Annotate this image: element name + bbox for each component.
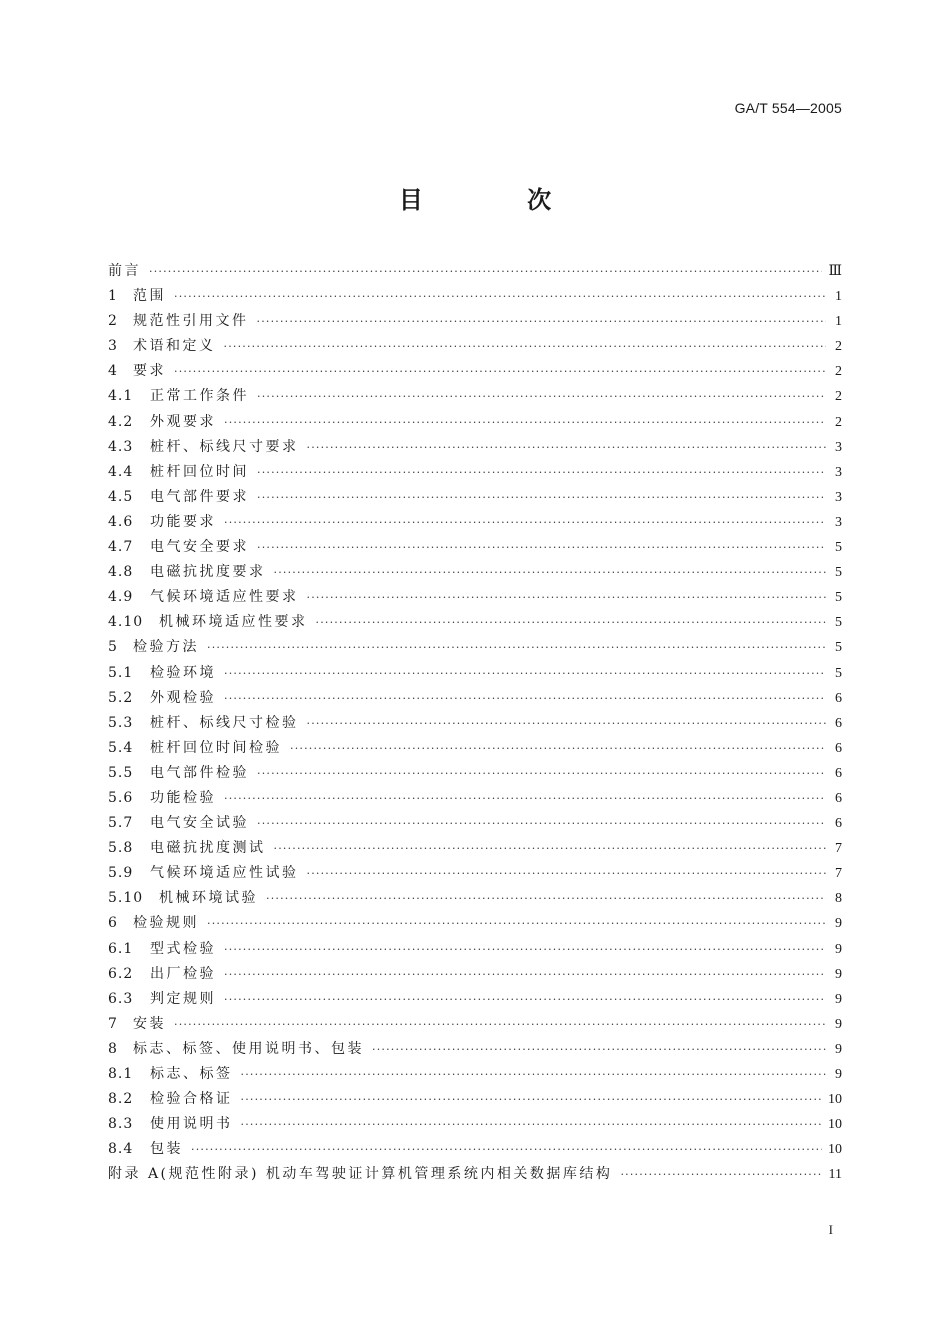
toc-entry-page: 6: [835, 790, 842, 806]
toc-entry[interactable]: [108, 1037, 842, 1062]
table-of-contents: [108, 259, 842, 1187]
toc-entry-number: 4.1: [108, 388, 134, 405]
toc-entry-title: 范围: [133, 288, 166, 305]
toc-entry-number: 8.3: [108, 1116, 134, 1133]
toc-entry[interactable]: [108, 485, 842, 510]
toc-leader-dots: [224, 962, 826, 987]
toc-entry-title: 判定规则: [150, 990, 216, 1007]
toc-entry-page: 10: [828, 1092, 842, 1108]
toc-leader-dots: [274, 836, 827, 861]
toc-entry-title: 电磁抗扰度要求: [150, 564, 266, 581]
toc-entry-title: 检验环境: [150, 664, 216, 681]
toc-entry-page: 8: [835, 891, 842, 907]
toc-entry[interactable]: [108, 686, 842, 711]
toc-entry-title: 电气部件要求: [150, 488, 249, 505]
toc-entry[interactable]: [108, 560, 842, 585]
toc-entry-page: 9: [835, 1041, 842, 1057]
toc-entry-title: 电气安全要求: [150, 539, 249, 556]
toc-leader-dots: [257, 485, 826, 510]
toc-entry-number: 5.2: [108, 689, 134, 706]
toc-entry[interactable]: [108, 585, 842, 610]
toc-entry-page: 5: [835, 590, 842, 606]
toc-entry-title: 标志、标签: [150, 1066, 233, 1082]
toc-leader-dots: [224, 334, 827, 359]
toc-entry-page: 7: [835, 841, 842, 857]
toc-leader-dots: [274, 560, 827, 585]
toc-entry-number: 6.1: [108, 940, 134, 957]
toc-entry[interactable]: [108, 811, 842, 836]
toc-leader-dots: [257, 384, 826, 409]
toc-leader-dots: [241, 1087, 823, 1112]
toc-entry[interactable]: [108, 610, 842, 635]
toc-entry-page: 9: [835, 941, 842, 957]
toc-leader-dots: [307, 585, 827, 610]
toc-entry[interactable]: [108, 711, 842, 736]
toc-entry-number: 6.3: [108, 990, 134, 1007]
standard-code: GA/T 554—2005: [734, 100, 842, 116]
toc-entry-title: 包装: [150, 1141, 183, 1158]
toc-entry-title: 机械环境试验: [159, 890, 258, 907]
toc-entry[interactable]: [108, 736, 842, 761]
toc-entry-title: 检验方法: [133, 639, 199, 656]
toc-entry[interactable]: [108, 661, 842, 686]
toc-entry-title: 机械环境适应性要求: [159, 614, 308, 631]
toc-leader-dots: [174, 1012, 826, 1037]
toc-leader-dots: [224, 510, 826, 535]
toc-leader-dots: [257, 535, 826, 560]
toc-entry-page: 1: [835, 314, 842, 330]
toc-entry-page: 11: [828, 1167, 842, 1183]
toc-entry[interactable]: [108, 886, 842, 911]
toc-entry-title: 外观检验: [150, 689, 216, 706]
toc-entry-page: 7: [835, 866, 842, 882]
toc-entry-number: 5: [108, 639, 118, 656]
toc-leader-dots: [316, 610, 827, 635]
toc-entry-number: 4.2: [108, 413, 134, 430]
toc-entry-number: 4.6: [108, 513, 134, 530]
toc-entry-number: 7: [108, 1015, 118, 1032]
toc-entry-page: 6: [835, 715, 842, 731]
toc-entry-page: 2: [835, 339, 842, 355]
toc-entry-number: 4.8: [108, 564, 134, 581]
toc-entry-page: 9: [835, 1067, 842, 1082]
toc-entry[interactable]: [108, 384, 842, 409]
toc-entry-page: 5: [835, 640, 842, 656]
toc-entry[interactable]: [108, 309, 842, 334]
toc-entry-page: 5: [835, 615, 842, 631]
toc-leader-dots: [372, 1037, 826, 1062]
toc-leader-dots: [174, 284, 826, 309]
toc-leader-dots: [224, 937, 826, 962]
toc-entry-title: 正常工作条件: [150, 388, 249, 405]
toc-entry-title: 使用说明书: [150, 1116, 233, 1133]
toc-entry-title: 附录 A(规范性附录) 机动车驾驶证计算机管理系统内相关数据库结构: [108, 1166, 613, 1183]
toc-entry-page: 2: [835, 364, 842, 380]
toc-entry-page: 5: [835, 540, 842, 556]
toc-entry-number: 8: [108, 1040, 118, 1057]
toc-entry[interactable]: [108, 334, 842, 359]
toc-entry-page: Ⅲ: [828, 264, 842, 279]
toc-entry-number: 3: [108, 338, 118, 355]
toc-entry-title: 气候环境适应性试验: [150, 865, 299, 882]
toc-entry-page: 5: [835, 565, 842, 581]
toc-entry-title: 安装: [133, 1015, 166, 1032]
toc-entry[interactable]: [108, 836, 842, 861]
toc-entry-number: 5.1: [108, 664, 134, 681]
toc-entry-number: 5.9: [108, 865, 134, 882]
toc-entry[interactable]: [108, 510, 842, 535]
toc-entry[interactable]: [108, 535, 842, 560]
toc-leader-dots: [266, 886, 826, 911]
toc-entry-page: 2: [835, 414, 842, 430]
toc-entry-number: 5.4: [108, 739, 134, 756]
toc-entry-number: 4.9: [108, 589, 134, 606]
toc-entry[interactable]: [108, 1137, 842, 1162]
toc-entry-number: 5.6: [108, 789, 134, 806]
toc-entry-title: 检验合格证: [150, 1091, 233, 1108]
toc-entry-number: 4.3: [108, 438, 134, 455]
toc-entry-number: 1: [108, 288, 118, 305]
toc-leader-dots: [224, 686, 826, 711]
toc-entry[interactable]: [108, 1087, 842, 1112]
toc-entry[interactable]: [108, 861, 842, 886]
toc-entry[interactable]: [108, 962, 842, 987]
toc-leader-dots: [307, 861, 827, 886]
toc-entry[interactable]: [108, 1162, 842, 1187]
toc-entry-title: 桩杆、标线尺寸要求: [150, 438, 299, 455]
toc-entry[interactable]: [108, 1062, 842, 1087]
toc-entry-title: 桩杆回位时间检验: [150, 739, 282, 756]
toc-entry[interactable]: [108, 761, 842, 786]
toc-entry[interactable]: [108, 911, 842, 936]
toc-entry-number: 8.2: [108, 1091, 134, 1108]
toc-entry-title: 术语和定义: [133, 338, 216, 355]
toc-entry-page: 10: [828, 1117, 842, 1133]
toc-entry-number: 5.3: [108, 714, 134, 731]
toc-entry-title: 桩杆、标线尺寸检验: [150, 714, 299, 731]
toc-entry-page: 6: [835, 765, 842, 781]
toc-entry[interactable]: [108, 460, 842, 485]
toc-leader-dots: [257, 309, 827, 334]
toc-entry-number: 5.10: [108, 890, 144, 907]
toc-entry-page: 6: [835, 690, 842, 706]
toc-leader-dots: [257, 811, 826, 836]
page-title: 目 次: [398, 186, 600, 214]
toc-entry-page: 3: [835, 464, 842, 480]
toc-entry-number: 5.7: [108, 815, 134, 832]
toc-entry-number: 8.1: [108, 1066, 134, 1082]
toc-entry-page: 2: [835, 389, 842, 405]
toc-leader-dots: [207, 911, 826, 936]
toc-entry[interactable]: [108, 987, 842, 1012]
toc-entry-number: 4: [108, 363, 118, 380]
toc-leader-dots: [174, 359, 826, 384]
toc-entry-page: 10: [828, 1142, 842, 1158]
toc-entry-number: 4.7: [108, 539, 134, 556]
toc-entry-page: 1: [835, 289, 842, 305]
page-number: I: [828, 1222, 833, 1237]
toc-entry-number: 4.5: [108, 488, 134, 505]
toc-leader-dots: [191, 1137, 822, 1162]
toc-entry[interactable]: [108, 284, 842, 309]
toc-entry-number: 4.4: [108, 463, 134, 480]
toc-leader-dots: [224, 987, 826, 1012]
toc-entry-page: 6: [835, 740, 842, 756]
toc-entry[interactable]: [108, 435, 842, 460]
toc-entry-number: 6: [108, 915, 118, 932]
toc-entry-page: 3: [835, 514, 842, 530]
toc-entry-title: 电磁抗扰度测试: [150, 840, 266, 857]
toc-entry-page: 9: [835, 991, 842, 1007]
toc-entry-title: 外观要求: [150, 413, 216, 430]
toc-entry[interactable]: [108, 1112, 842, 1137]
toc-entry-number: 6.2: [108, 965, 134, 982]
toc-entry-page: 9: [835, 1016, 842, 1032]
toc-entry-title: 功能检验: [150, 789, 216, 806]
toc-leader-dots: [207, 635, 826, 660]
toc-entry[interactable]: [108, 359, 842, 384]
toc-entry-title: 功能要求: [150, 513, 216, 530]
toc-entry-title: 规范性引用文件: [133, 313, 249, 330]
toc-leader-dots: [307, 711, 827, 736]
toc-leader-dots: [224, 410, 826, 435]
toc-leader-dots: [257, 761, 826, 786]
toc-entry[interactable]: [108, 1012, 842, 1037]
toc-leader-dots: [620, 1162, 822, 1187]
toc-entry[interactable]: [108, 786, 842, 811]
toc-entry[interactable]: [108, 259, 842, 284]
toc-entry-title: 标志、标签、使用说明书、包装: [133, 1040, 364, 1057]
toc-leader-dots: [307, 435, 827, 460]
toc-entry-number: 4.10: [108, 614, 144, 631]
toc-entry-number: 5.8: [108, 840, 134, 857]
toc-entry-title: 要求: [133, 363, 166, 380]
toc-entry-page: 6: [835, 816, 842, 832]
toc-entry-title: 电气部件检验: [150, 764, 249, 781]
toc-entry-title: 型式检验: [150, 940, 216, 957]
toc-leader-dots: [149, 259, 822, 284]
toc-leader-dots: [257, 460, 826, 485]
toc-leader-dots: [241, 1112, 823, 1137]
toc-entry-page: 9: [835, 966, 842, 982]
toc-entry-title: 气候环境适应性要求: [150, 589, 299, 606]
toc-leader-dots: [241, 1062, 827, 1087]
toc-entry[interactable]: [108, 410, 842, 435]
toc-entry-title: 检验规则: [133, 915, 199, 932]
toc-entry-title: 电气安全试验: [150, 815, 249, 832]
toc-entry-page: 5: [835, 665, 842, 681]
toc-entry-page: 3: [835, 439, 842, 455]
toc-entry-number: 5.5: [108, 764, 134, 781]
toc-leader-dots: [290, 736, 826, 761]
toc-entry-number: 8.4: [108, 1141, 134, 1158]
toc-entry[interactable]: [108, 937, 842, 962]
toc-entry-number: 2: [108, 313, 118, 330]
toc-entry-title: 桩杆回位时间: [150, 463, 249, 480]
toc-leader-dots: [224, 661, 826, 686]
toc-entry[interactable]: [108, 635, 842, 660]
toc-entry-page: 9: [835, 916, 842, 932]
toc-entry-title: 出厂检验: [150, 965, 216, 982]
toc-leader-dots: [224, 786, 826, 811]
toc-entry-page: 3: [835, 489, 842, 505]
toc-entry-title: 前言: [108, 263, 141, 279]
